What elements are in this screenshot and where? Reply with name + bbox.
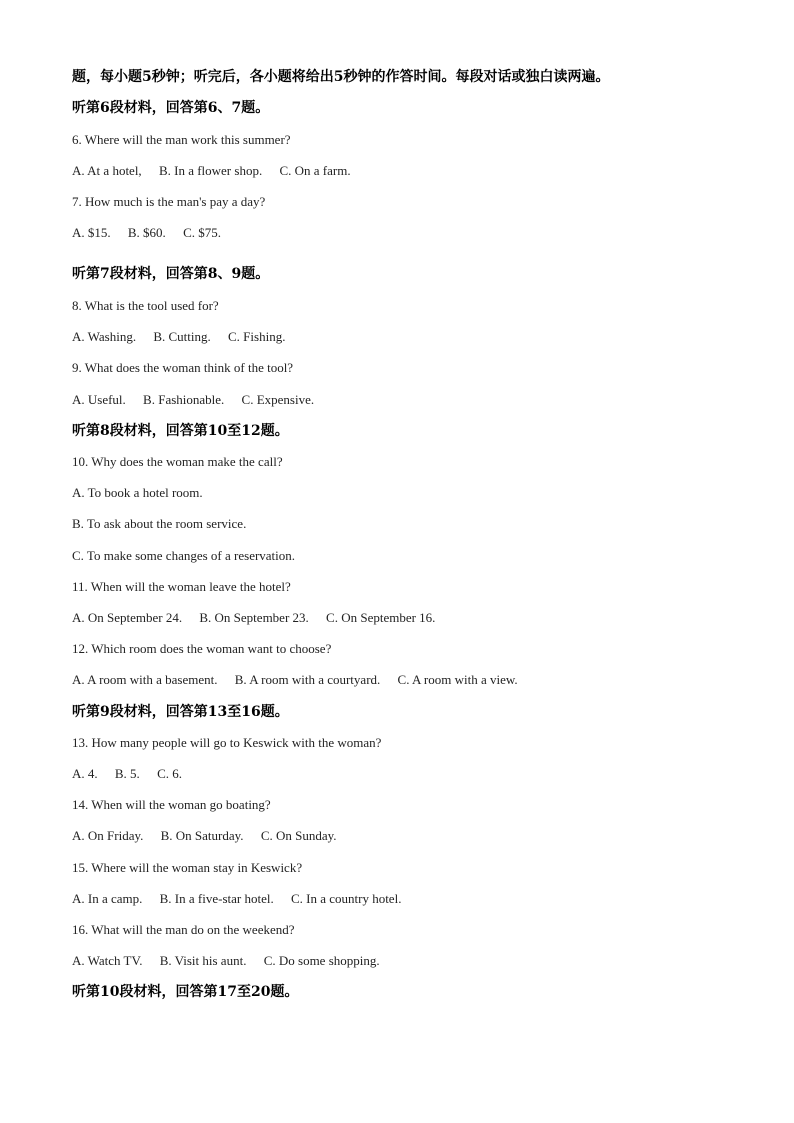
option-b: B. A room with a courtyard. [234, 672, 381, 687]
option-b: B. Cutting. [153, 329, 211, 344]
answer-options [72, 672, 518, 688]
section-heading: 听第10段材料，回答第17至20题。 [72, 984, 299, 1000]
option-c: C. Do some shopping. [263, 953, 380, 968]
question-stem: 9. What does the woman think of the tool? [72, 360, 294, 375]
option-c: C. On Sunday. [260, 828, 337, 843]
option-a: A. At a hotel, [72, 163, 142, 178]
answer-option-a: A. To book a hotel room. [72, 485, 203, 500]
question-stem: 8. What is the tool used for? [72, 298, 219, 313]
answer-options [72, 225, 221, 241]
option-a: A. $15. [72, 225, 111, 240]
answer-options [72, 163, 351, 179]
option-b: B. On Saturday. [160, 828, 244, 843]
option-b: B. On September 23. [199, 610, 309, 625]
option-a: A. Watch TV. [72, 953, 143, 968]
intro-line: 题，每小题5秒钟；听完后，各小题将给出5秒钟的作答时间。每段对话或独白读两遍。 [72, 69, 610, 85]
option-b: B. Visit his aunt. [159, 953, 247, 968]
option-b: B. 5. [114, 766, 140, 781]
option-c: C. On a farm. [279, 163, 351, 178]
answer-option-b: B. To ask about the room service. [72, 516, 247, 531]
answer-options [72, 610, 435, 626]
option-c: C. $75. [183, 225, 221, 240]
option-a: A. 4. [72, 766, 98, 781]
option-c: C. Expensive. [241, 392, 315, 407]
option-c: C. In a country hotel. [290, 891, 402, 906]
option-a: A. On September 24. [72, 610, 183, 625]
option-b: B. $60. [127, 225, 166, 240]
question-stem: 6. Where will the man work this summer? [72, 132, 291, 147]
option-a: A. In a camp. [72, 891, 143, 906]
option-a: A. Washing. [72, 329, 137, 344]
answer-options [72, 766, 182, 782]
section-heading: 听第6段材料，回答第6、7题。 [72, 100, 270, 116]
option-c: C. On September 16. [326, 610, 436, 625]
question-stem: 14. When will the woman go boating? [72, 797, 271, 812]
question-stem: 15. Where will the woman stay in Keswick? [72, 860, 303, 875]
question-stem: 10. Why does the woman make the call? [72, 454, 283, 469]
option-a: A. Useful. [72, 392, 126, 407]
option-b: B. Fashionable. [143, 392, 225, 407]
question-stem: 16. What will the man do on the weekend? [72, 922, 295, 937]
section-heading: 听第8段材料，回答第10至12题。 [72, 423, 289, 439]
option-c: C. A room with a view. [397, 672, 518, 687]
answer-options [72, 392, 314, 408]
option-b: B. In a flower shop. [158, 163, 263, 178]
question-stem: 12. Which room does the woman want to choose? [72, 641, 332, 656]
section-heading: 听第7段材料，回答第8、9题。 [72, 266, 270, 282]
option-c: C. 6. [157, 766, 182, 781]
option-a: A. A room with a basement. [72, 672, 218, 687]
answer-options [72, 953, 380, 969]
section-heading: 听第9段材料，回答第13至16题。 [72, 704, 289, 720]
answer-option-c: C. To make some changes of a reservation. [72, 548, 296, 563]
question-stem: 11. When will the woman leave the hotel? [72, 579, 291, 594]
question-stem: 7. How much is the man's pay a day? [72, 194, 266, 209]
answer-options [72, 891, 401, 907]
answer-options [72, 828, 337, 844]
answer-options [72, 329, 285, 345]
option-b: B. In a five-star hotel. [159, 891, 274, 906]
question-stem: 13. How many people will go to Keswick with the woman? [72, 735, 382, 750]
option-c: C. Fishing. [228, 329, 286, 344]
option-a: A. On Friday. [72, 828, 144, 843]
